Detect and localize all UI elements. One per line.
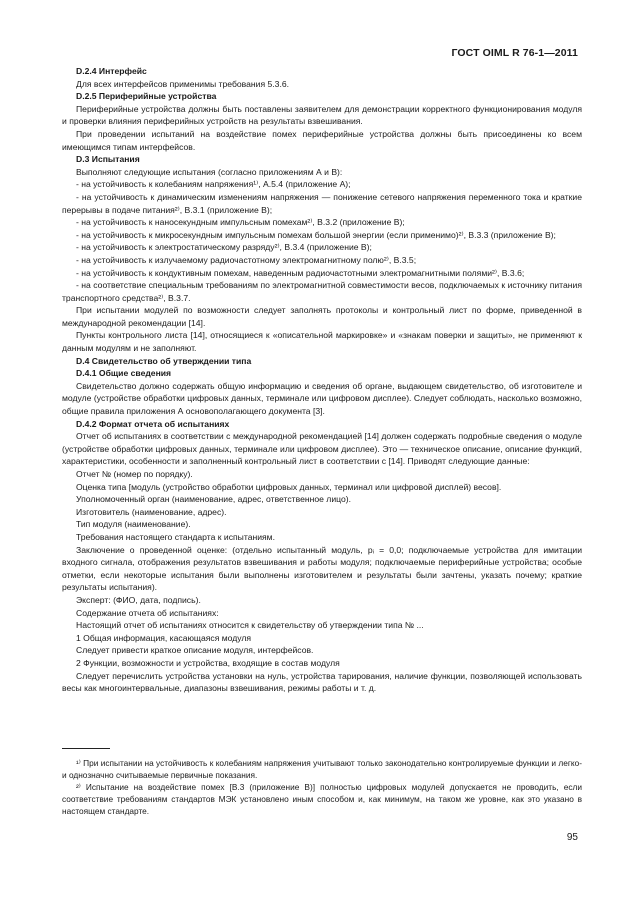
paragraph: Следует перечислить устройства установки на нуль, устройства тарирования, наличие функции, позволяющей использовать весы как многоинтервальные, диапазоны взвешивания, режимы работы и т. д. (62, 670, 582, 694)
paragraph: Для всех интерфейсов применимы требования 5.3.6. (76, 78, 290, 89)
paragraph: Отчет об испытаниях в соответствии с международной рекомендацией [14] должен содержать подробные сведения о модуле (устройстве обработки цифровых данных, терминале или цифровом дисплее). Это — техническое описание, описание функций, характеристики, особенности и заполненный контрольный лист в соответствии с [14]. Приводят следующие данные: (62, 431, 582, 467)
heading-d-4: D.4 Свидетельство об утверждении типа (76, 355, 252, 366)
paragraph: При проведении испытаний на воздействие помех периферийные устройства должны быть присоединены ко всем имеющимся типам интерфейсов. (62, 128, 582, 152)
footnote-1: ¹⁾ При испытании на устойчивость к колебаниям напряжения учитывают только законодательно контролируемые функции и легко- и однозначно считываемые первичные показания. (62, 758, 582, 780)
report-section: 1 Общая информация, касающаяся модуля (76, 632, 252, 643)
heading-d-4-2: D.4.2 Формат отчета об испытаниях (76, 418, 230, 429)
page-number: 95 (566, 832, 578, 843)
list-item: - на устойчивость к колебаниям напряжения¹⁾, А.5.4 (приложение А); (76, 179, 351, 190)
standard-header: ГОСТ OIML R 76-1—2011 (451, 47, 578, 59)
report-section: 2 Функции, возможности и устройства, входящие в состав модуля (76, 657, 340, 668)
report-field: Следует привести краткое описание модуля, интерфейсов. (76, 645, 314, 656)
paragraph: При испытании модулей по возможности следует заполнять протоколы и контрольный лист по форме, приведенной в международной рекомендации [14]. (62, 305, 582, 328)
heading-d-3: D.3 Испытания (76, 154, 140, 165)
footnotes (62, 757, 582, 817)
heading-d-4-1: D.4.1 Общие сведения (76, 368, 172, 379)
report-field: Заключение о проведенной оценке: (отдельно испытанный модуль, pᵢ = 0,0; подключаемые устройства для имитации входного сигнала, отображения результатов взвешивания и работы модуля; подключаемые периферийные устройства; особые отметки, если некоторые испытания были выполнены изготовителем и результаты были зачтены, указать почему; краткие результаты испытания). (62, 544, 582, 593)
report-field: Отчет № (номер по порядку). (76, 469, 193, 479)
heading-d-2-4: D.2.4 Интерфейс (76, 66, 147, 76)
paragraph: Свидетельство должно содержать общую информацию и сведения об органе, выдающем свидетельство, об изготовителе и модуле (устройстве обработки цифровых данных, терминале или цифровом дисплее). Следует соблюдать, насколько возможно, общие правила приложения А основополагающего документа [3]. (62, 380, 582, 417)
list-item: - на устойчивость к динамическим изменениям напряжения — понижение сетевого напряжения переменного тока и краткие перерывы в подаче питания²⁾, В.3.1 (приложение В); (62, 191, 582, 215)
list-item: - на устойчивость к электростатическому разряду²⁾, В.3.4 (приложение В); (76, 242, 372, 253)
list-item: - на устойчивость к излучаемому радиочастотному электромагнитному полю²⁾, В.3.5; (76, 254, 417, 265)
paragraph: Периферийные устройства должны быть поставлены заявителем для демонстрации корректного функционирования модуля и проверки влияния периферийных устройств на результаты взвешивания. (62, 103, 582, 127)
report-field: Эксперт: (ФИО, дата, подпись). (76, 594, 201, 605)
report-field: Требования настоящего стандарта к испытаниям. (76, 531, 275, 542)
footnote-divider (62, 748, 110, 749)
report-field: Уполномоченный орган (наименование, адрес, ответственное лицо). (76, 494, 351, 505)
report-field: Изготовитель (наименование, адрес). (76, 506, 227, 517)
report-field: Тип модуля (наименование). (76, 519, 191, 530)
paragraph: Выполняют следующие испытания (согласно приложениям А и В): (76, 166, 343, 177)
list-item: - на устойчивость к наносекундным импульсным помехам²⁾, В.3.2 (приложение В); (76, 217, 405, 228)
document-body (62, 65, 582, 695)
heading-d-2-5: D.2.5 Периферийные устройства (76, 91, 217, 102)
list-item: - на устойчивость к микросекундным импульсным помехам большой энергии (если применимо)²⁾, В.3.3 (приложение В); (76, 229, 556, 240)
report-field: Содержание отчета об испытаниях: (76, 607, 219, 618)
report-field: Оценка типа [модуль (устройство обработки цифровых данных, терминал или цифровой дисплей) весов]. (76, 481, 502, 492)
report-field: Настоящий отчет об испытаниях относится к свидетельству об утверждении типа № ... (76, 620, 424, 631)
footnote-2: ²⁾ Испытание на воздействие помех [В.3 (приложение В)] полностью цифровых модулей допускается не проводить, если соответствие требованиям стандартов МЭК установлено иным способом и, как минимум, на таком же уровне, как это указано в настоящем стандарте. (62, 782, 582, 816)
paragraph: Пункты контрольного листа [14], относящиеся к «описательной маркировке» и «знакам поверки и защиты», не применяют к данным модулям и не заполняют. (62, 330, 582, 354)
list-item: - на соответствие специальным требованиям по электромагнитной совместимости весов, подключаемых к источнику питания транспортного средства²⁾, В.3.7. (62, 280, 582, 303)
list-item: - на устойчивость к кондуктивным помехам, наведенным радиочастотными электромагнитными полями²⁾, В.3.6; (76, 267, 525, 278)
